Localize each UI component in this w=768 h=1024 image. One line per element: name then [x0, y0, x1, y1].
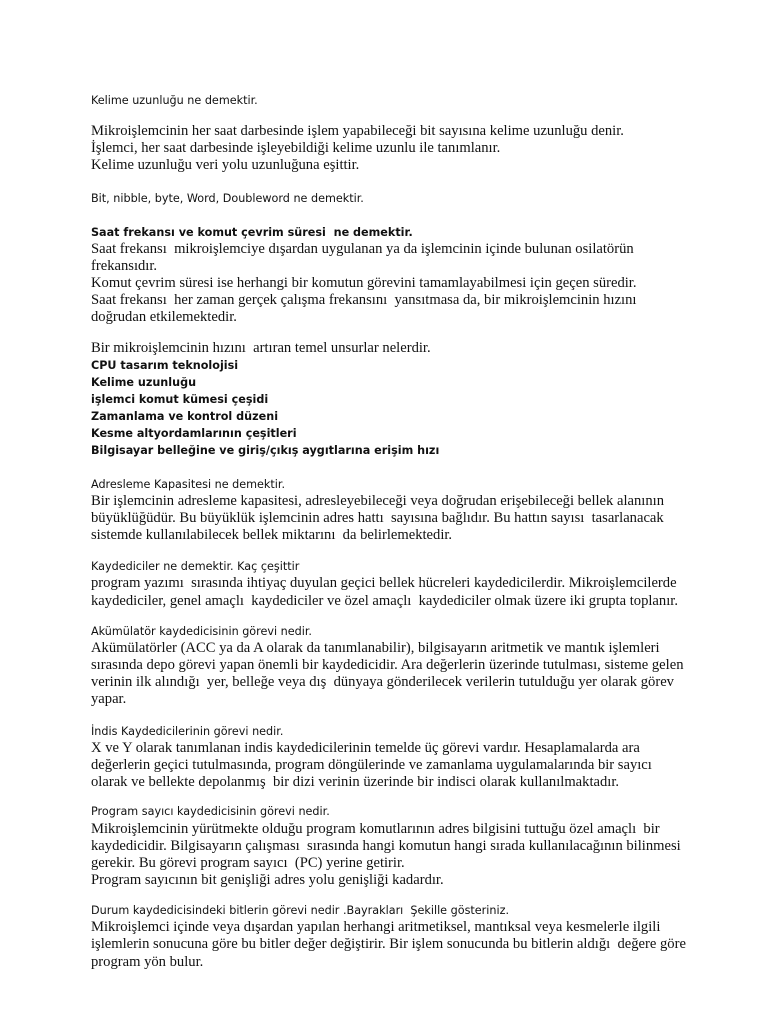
- paragraph-line: Program sayıcının bit genişliği adres yolu genişliği kadardır.: [91, 872, 444, 888]
- section-heading: Kaydediciler ne demektir. Kaç çeşittir: [91, 560, 300, 573]
- paragraph-line: işlemlerin sonucuna göre bu bitler değer değiştirir. Bir işlem sonucunda bu bitlerin aldığı değere göre: [91, 936, 686, 952]
- paragraph-line: değerlerin geçici tutulmasında, program döngülerinde ve zamanlama uygulamalarında bir sayıcı: [91, 757, 652, 773]
- paragraph-line: sırasında depo görevi yapan önemli bir kaydedicidir. Ara değerlerin üzerinde tutulması, sisteme gelen: [91, 657, 684, 673]
- paragraph-line: kaydediciler, genel amaçlı kaydediciler ve özel amaçlı kaydediciler olmak üzere iki grupta toplanır.: [91, 593, 678, 609]
- section-heading: Kelime uzunluğu ne demektir.: [91, 94, 258, 107]
- paragraph-line: Mikroişlemci içinde veya dışardan yapılan herhangi aritmetiksel, mantıksal veya kesmelerle ilgili: [91, 919, 661, 935]
- paragraph-line: Mikroişlemcinin her saat darbesinde işlem yapabileceği bit sayısına kelime uzunluğu denir.: [91, 123, 624, 139]
- section-heading: Bit, nibble, byte, Word, Doubleword ne demektir.: [91, 192, 364, 205]
- list-item: işlemci komut kümesi çeşidi: [91, 393, 269, 406]
- section-heading: İndis Kaydedicilerinin görevi nedir.: [91, 725, 284, 738]
- paragraph-line: doğrudan etkilemektedir.: [91, 309, 237, 325]
- paragraph-line: Saat frekansı her zaman gerçek çalışma frekansını yansıtmasa da, bir mikroişlemcinin hızını: [91, 292, 637, 308]
- section-heading: Durum kaydedicisindeki bitlerin görevi nedir .Bayrakları Şekille gösteriniz.: [91, 904, 509, 917]
- paragraph-line: sistemde kullanılabilecek bellek miktarını da belirlemektedir.: [91, 527, 453, 543]
- paragraph-line: Akümülatörler (ACC ya da A olarak da tanımlanabilir), bilgisayarın aritmetik ve mantık işlemleri: [91, 640, 660, 656]
- paragraph-line: verinin ilk alındığı yer, belleğe veya dış dünyaya gönderilecek verilerin tutulduğu yer olarak görev: [91, 674, 674, 690]
- paragraph-line: Bir işlemcinin adresleme kapasitesi, adresleyebileceği veya doğrudan erişebileceği bellek alanının: [91, 493, 664, 509]
- paragraph-line: program yön bulur.: [91, 954, 204, 970]
- paragraph-line: büyüklüğüdür. Bu büyüklük işlemcinin adres hattı sayısına bağlıdır. Bu hattın sayısı tasarlanacak: [91, 510, 664, 526]
- list-item: CPU tasarım teknolojisi: [91, 359, 239, 372]
- list-item: Bilgisayar belleğine ve giriş/çıkış aygıtlarına erişim hızı: [91, 444, 440, 457]
- section-heading: Saat frekansı ve komut çevrim süresi ne demektir.: [91, 226, 413, 239]
- section-heading: Adresleme Kapasitesi ne demektir.: [91, 478, 285, 491]
- paragraph-line: yapar.: [91, 691, 127, 707]
- paragraph-line: X ve Y olarak tanımlanan indis kaydedicilerinin temelde üç görevi vardır. Hesaplamalarda ara: [91, 740, 640, 756]
- paragraph-line: Kelime uzunluğu veri yolu uzunluğuna eşittir.: [91, 157, 360, 173]
- paragraph-line: program yazımı sırasında ihtiyaç duyulan geçici bellek hücreleri kaydedicilerdir. Mikroişlemcilerde: [91, 575, 677, 591]
- paragraph-line: Komut çevrim süresi ise herhangi bir komutun görevini tamamlayabilmesi için geçen süredir.: [91, 275, 637, 291]
- section-heading: Bir mikroişlemcinin hızını artıran temel unsurlar nelerdir.: [91, 340, 431, 356]
- list-item: Kesme altyordamlarının çeşitleri: [91, 427, 297, 440]
- paragraph-line: Saat frekansı mikroişlemciye dışardan uygulanan ya da işlemcinin içinde bulunan osilatörün: [91, 241, 634, 257]
- paragraph-line: gerekir. Bu görevi program sayıcı (PC) yerine getirir.: [91, 855, 405, 871]
- paragraph-line: kaydedicidir. Bilgisayarın çalışması sırasında hangi komutun hangi sırada kullanılacağının bilinmesi: [91, 838, 681, 854]
- paragraph-line: İşlemci, her saat darbesinde işleyebildiği kelime uzunlu ile tanımlanır.: [91, 140, 501, 156]
- section-heading: Akümülatör kaydedicisinin görevi nedir.: [91, 625, 312, 638]
- paragraph-line: olarak ve bellekte depolanmış bir dizi verinin üzerinde bir indisci olarak kullanılmaktadır.: [91, 774, 620, 790]
- list-item: Kelime uzunluğu: [91, 376, 197, 389]
- section-heading: Program sayıcı kaydedicisinin görevi nedir.: [91, 805, 330, 818]
- paragraph-line: frekansıdır.: [91, 258, 158, 274]
- list-item: Zamanlama ve kontrol düzeni: [91, 410, 279, 423]
- paragraph-line: Mikroişlemcinin yürütmekte olduğu program komutlarının adres bilgisini tuttuğu özel amaçlı bir: [91, 821, 660, 837]
